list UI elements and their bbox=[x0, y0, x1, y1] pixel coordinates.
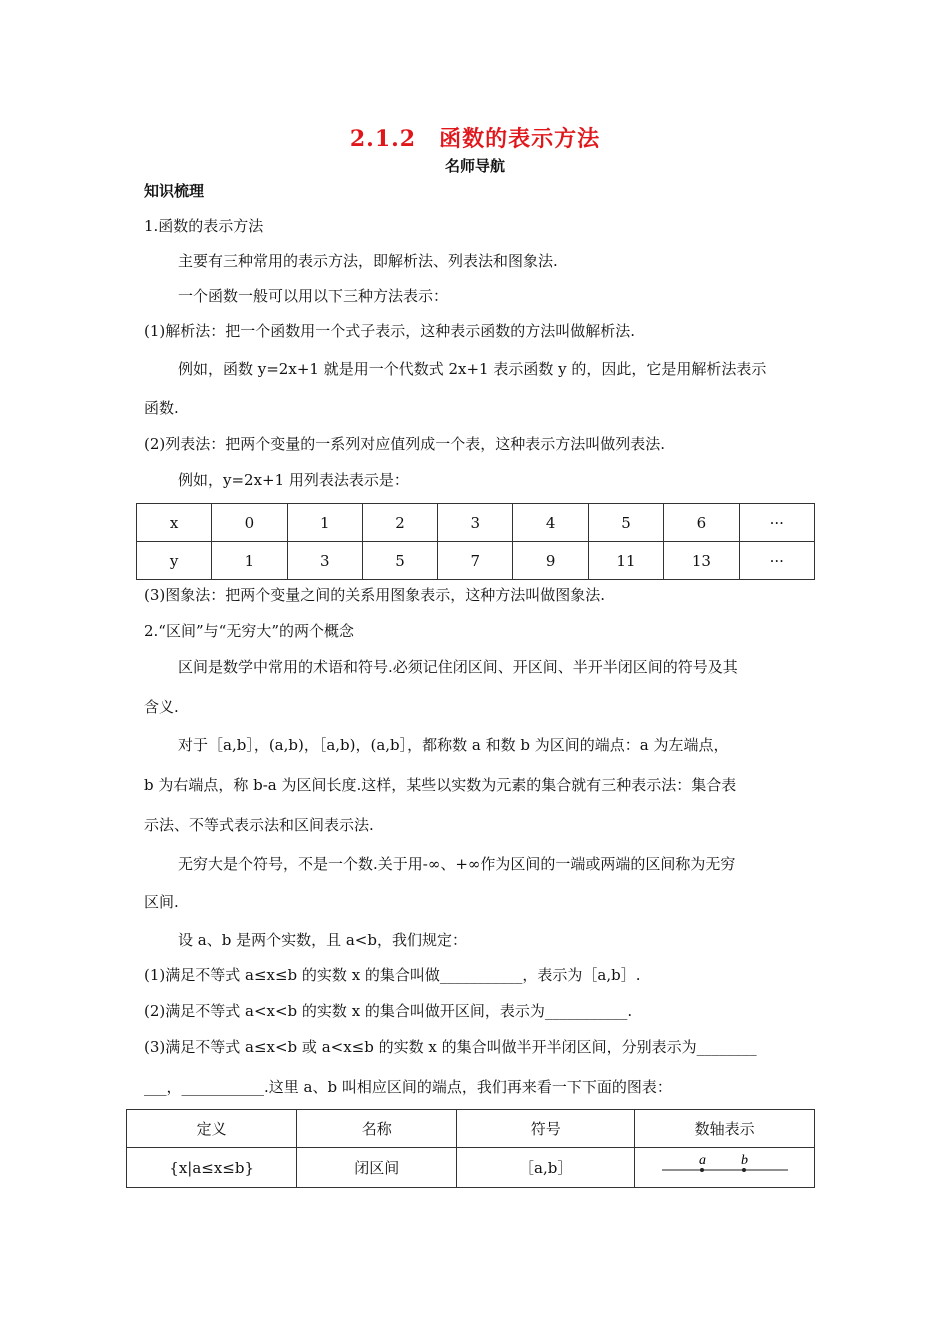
table-cell: 1 bbox=[287, 504, 362, 542]
table-cell: 6 bbox=[664, 504, 739, 542]
table-cell: 11 bbox=[588, 542, 663, 580]
endpoint-a-label: a bbox=[698, 1152, 706, 1168]
paragraph-8-line2: 含义. bbox=[144, 698, 179, 716]
paragraph-13: (2)满足不等式 a<x<b 的实数 x 的集合叫做开区间，表示为___________. bbox=[144, 1002, 633, 1020]
table-cell: 7 bbox=[438, 542, 513, 580]
table-cell: 3 bbox=[438, 504, 513, 542]
paragraph-9-line1: 对于［a,b］，(a,b)，［a,b)，(a,b］，都称数 a 和数 b 为区间的端点：a 为左端点， bbox=[178, 736, 729, 754]
section-heading: 知识梳理 bbox=[144, 182, 205, 200]
table-cell: 5 bbox=[362, 542, 437, 580]
cell-axis bbox=[635, 1148, 815, 1188]
paragraph-7: (3)图象法：把两个变量之间的关系用图象表示，这种方法叫做图象法. bbox=[144, 586, 606, 604]
paragraph-8-line1: 区间是数学中常用的术语和符号.必须记住闭区间、开区间、半开半闭区间的符号及其 bbox=[178, 658, 738, 676]
s2-heading: 2.“区间”与“无穷大”的两个概念 bbox=[144, 622, 354, 640]
paragraph-3: (1)解析法：把一个函数用一个式子表示，这种表示函数的方法叫做解析法. bbox=[144, 322, 636, 340]
endpoint-a-dot bbox=[700, 1168, 704, 1172]
paragraph-14-line2: ___，___________.这里 a、b 叫相应区间的端点，我们再来看一下下面的图表： bbox=[144, 1078, 672, 1096]
table-cell: ··· bbox=[739, 542, 814, 580]
table-cell: y bbox=[137, 542, 212, 580]
table-header-row bbox=[127, 1110, 815, 1148]
cell-definition: {x|a≤x≤b} bbox=[127, 1148, 297, 1188]
page-title: 2.1.2 函数的表示方法 bbox=[349, 126, 601, 152]
table-cell: 4 bbox=[513, 504, 588, 542]
value-table bbox=[136, 503, 815, 580]
paragraph-9-line2: b 为右端点，称 b-a 为区间长度.这样，某些以实数为元素的集合就有三种表示法：集合表 bbox=[144, 776, 737, 794]
paragraph-4-line2: 函数. bbox=[144, 399, 179, 417]
paragraph-4-line1: 例如，函数 y=2x+1 就是用一个代数式 2x+1 表示函数 y 的，因此，它是用解析法表示 bbox=[178, 360, 767, 378]
table-row bbox=[137, 542, 815, 580]
paragraph-2: 一个函数一般可以用以下三种方法表示： bbox=[178, 287, 449, 305]
table-cell: 2 bbox=[362, 504, 437, 542]
header-definition: 定义 bbox=[127, 1110, 297, 1148]
header-axis: 数轴表示 bbox=[635, 1110, 815, 1148]
cell-name: 闭区间 bbox=[297, 1148, 457, 1188]
paragraph-12: (1)满足不等式 a≤x≤b 的实数 x 的集合叫做___________，表示为［a,b］. bbox=[144, 966, 641, 984]
paragraph-5: (2)列表法：把两个变量的一系列对应值列成一个表，这种表示方法叫做列表法. bbox=[144, 435, 666, 453]
header-name: 名称 bbox=[297, 1110, 457, 1148]
paragraph-1: 主要有三种常用的表示方法，即解析法、列表法和图象法. bbox=[178, 252, 558, 270]
page-subtitle: 名师导航 bbox=[444, 157, 505, 175]
interval-table bbox=[126, 1109, 815, 1188]
table-row bbox=[127, 1148, 815, 1188]
endpoint-b-dot bbox=[742, 1168, 746, 1172]
paragraph-10-line1: 无穷大是个符号，不是一个数.关于用-∞、+∞作为区间的一端或两端的区间称为无穷 bbox=[178, 855, 736, 873]
header-symbol: 符号 bbox=[457, 1110, 635, 1148]
paragraph-9-line3: 示法、不等式表示法和区间表示法. bbox=[144, 816, 374, 834]
table-cell: 3 bbox=[287, 542, 362, 580]
table-cell: 13 bbox=[664, 542, 739, 580]
table-cell: x bbox=[137, 504, 212, 542]
paragraph-14-line1: (3)满足不等式 a≤x<b 或 a<x≤b 的实数 x 的集合叫做半开半闭区间，分别表示为________ bbox=[144, 1038, 757, 1056]
paragraph-6: 例如，y=2x+1 用列表法表示是： bbox=[178, 471, 409, 489]
table-row bbox=[137, 504, 815, 542]
paragraph-11: 设 a、b 是两个实数，且 a<b，我们规定： bbox=[178, 931, 467, 949]
table-cell: 9 bbox=[513, 542, 588, 580]
table-cell: 0 bbox=[212, 504, 287, 542]
number-line-diagram bbox=[650, 1151, 800, 1181]
s1-heading: 1.函数的表示方法 bbox=[144, 217, 264, 235]
paragraph-10-line2: 区间. bbox=[144, 893, 179, 911]
table-cell: 1 bbox=[212, 542, 287, 580]
table-cell: 5 bbox=[588, 504, 663, 542]
table-cell: ··· bbox=[739, 504, 814, 542]
endpoint-b-label: b bbox=[740, 1152, 748, 1168]
cell-symbol: ［a,b］ bbox=[457, 1148, 635, 1188]
